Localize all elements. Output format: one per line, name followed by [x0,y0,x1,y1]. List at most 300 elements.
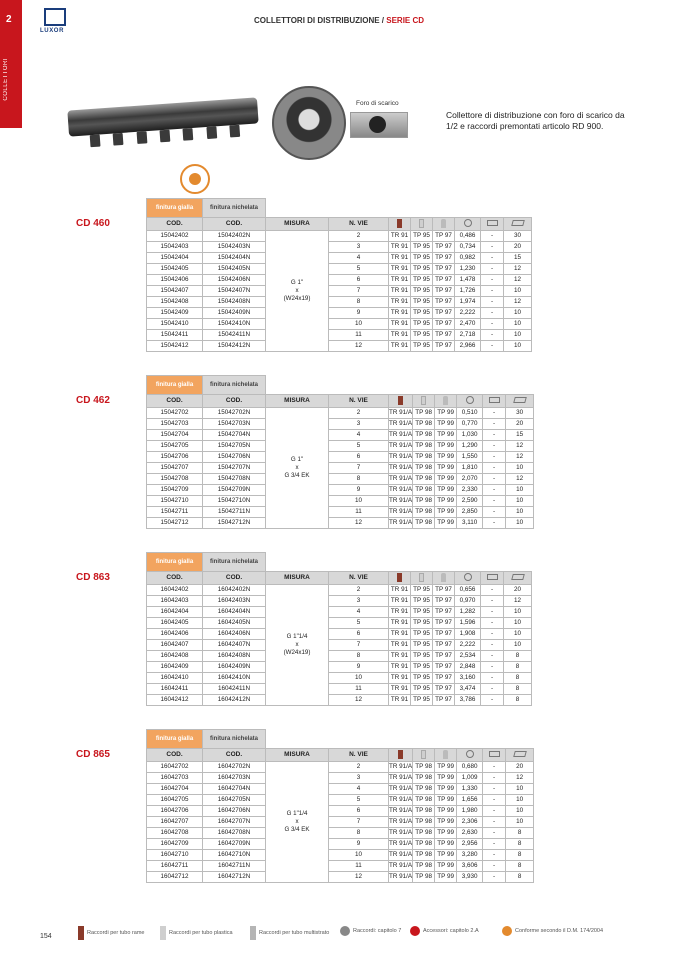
col-header-nvie: N. VIE [329,749,389,762]
box-icon [511,220,525,226]
plastic-fitting-icon [421,750,426,759]
misura-line: (W24x19) [283,295,311,302]
table-cell: 8 [506,850,534,861]
table-cell: 8 [329,828,389,839]
col-header-icon [389,395,413,408]
table-cell: TR 91 [389,341,411,352]
misura-line: G 3/4 EK [284,472,310,479]
table-cell: 7 [329,286,389,297]
table-row [147,773,534,784]
table-cell: 8 [506,872,534,883]
table-cell: - [483,828,506,839]
table-cell: - [481,662,504,673]
table-cell: TP 99 [435,463,457,474]
table-row [147,341,532,352]
table-cell: TR 91/A [389,762,413,773]
table-cell: 15042711N [203,507,266,518]
table-cell: TR 91/A [389,850,413,861]
table-cell: 16042411N [203,684,266,695]
finitura-nichelata-label: finitura nichelata [203,199,266,218]
table-cell: TR 91 [389,640,411,651]
box-icon [513,751,527,757]
table-cell: 16042411 [147,684,203,695]
table-cell: 20 [504,585,532,596]
table-cell: TP 99 [435,773,457,784]
table-cell: 1,908 [455,629,481,640]
col-header-cod-gialla: COD. [147,572,203,585]
table-cell: 10 [504,330,532,341]
table-cell: - [481,330,504,341]
table-cell: TR 91 [389,297,411,308]
col-header-nvie: N. VIE [329,572,389,585]
table-cell: 2 [329,408,389,419]
table-cell: TR 91/A [389,474,413,485]
table-cell: 8 [504,684,532,695]
table-cell: TP 99 [435,518,457,529]
table-cell: TP 99 [435,861,457,872]
legend-swatch-icon [160,926,166,940]
table-cell: TR 91/A [389,839,413,850]
table-cell: 16042405 [147,618,203,629]
table-row [147,651,532,662]
table-cell: TR 91 [389,618,411,629]
table-cell: 15042702 [147,408,203,419]
table-cell: - [481,319,504,330]
table-cell: 2,534 [455,651,481,662]
col-header-misura: MISURA [266,218,329,231]
table-cell: 6 [329,452,389,463]
col-header-icon [435,395,457,408]
table-cell: 3 [329,242,389,253]
col-header-icon [413,395,435,408]
table-cell: 1,550 [457,452,483,463]
table-row [147,264,532,275]
finitura-gialla-label: finitura gialla [147,730,203,749]
table-cell: 12 [504,297,532,308]
table-cell: 1,656 [457,795,483,806]
legend-label: Raccordi per tubo multistrato [259,930,330,936]
table-cell: 8 [504,662,532,673]
table-cell: 15042407 [147,286,203,297]
table-cell: 16042707N [203,817,266,828]
legend-label: Raccordi per tubo rame [87,930,145,936]
table-cell: 2 [329,231,389,242]
table-cell: 12 [504,596,532,607]
table-cell: - [481,341,504,352]
table-cell: 2,966 [455,341,481,352]
table-cell: TP 98 [413,419,435,430]
table-row [147,861,534,872]
table-cell: 15042406 [147,275,203,286]
table-cell: TP 95 [411,596,433,607]
table-cell: 16042704N [203,784,266,795]
table-cell: TP 97 [433,319,455,330]
table-cell: TP 99 [435,485,457,496]
table-cell: 16042709 [147,839,203,850]
table-cell: 10 [506,496,534,507]
table-cell: TR 91/A [389,773,413,784]
table-cell: TR 91/A [389,507,413,518]
table-cell: 2 [329,762,389,773]
table-cell: TP 95 [411,662,433,673]
table-cell: 8 [506,828,534,839]
col-header-icon [389,572,411,585]
table-row [147,308,532,319]
table-cell: 0,982 [455,253,481,264]
table-cell: - [483,861,506,872]
table-row [147,839,534,850]
col-header-icon [411,218,433,231]
col-header-cod-gialla: COD. [147,749,203,762]
brand-name: LUXOR [40,28,64,34]
table-cell: TR 91 [389,253,411,264]
table-cell: 6 [329,806,389,817]
table-cell: TR 91/A [389,441,413,452]
table-cell: TP 98 [413,872,435,883]
table-cell: 5 [329,441,389,452]
table-cell: TP 97 [433,618,455,629]
table-cell: - [481,286,504,297]
pack-icon [489,397,500,403]
table-cell: 15042410N [203,319,266,330]
table-cell: 15042709 [147,485,203,496]
pack-icon [487,220,498,226]
col-header-icon [455,572,481,585]
table-row [147,242,532,253]
table-cell: TP 95 [411,629,433,640]
table-cell: - [481,275,504,286]
table-cell: TR 91 [389,275,411,286]
table-cell: - [483,817,506,828]
table-cell: TP 99 [435,850,457,861]
table-cell: 2,306 [457,817,483,828]
table-cell: 16042704 [147,784,203,795]
table-cell: 20 [506,762,534,773]
table-cell: - [483,430,506,441]
table-cell: 4 [329,430,389,441]
table-cell: 8 [506,861,534,872]
table-cell: - [483,762,506,773]
table-cell: TP 95 [411,297,433,308]
foro-label: Foro di scarico [356,100,399,107]
table-cell: 1,980 [457,806,483,817]
table-cell: TR 91 [389,684,411,695]
table-cell: 15042402 [147,231,203,242]
table-cell: TR 91 [389,607,411,618]
table-cell: 2 [329,585,389,596]
table-cell: 15042709N [203,485,266,496]
table-cell: 16042409 [147,662,203,673]
table-cell: - [481,607,504,618]
table-cell: 12 [329,518,389,529]
multilayer-fitting-icon [443,396,448,405]
table-cell: 20 [504,242,532,253]
table-cell: TP 97 [433,662,455,673]
table-cell: TP 98 [413,463,435,474]
table-row [147,817,534,828]
table-cell: - [481,629,504,640]
table-cell: 1,478 [455,275,481,286]
misura-cell [266,231,329,352]
table-cell: 3,786 [455,695,481,706]
table-cell: 10 [506,784,534,795]
table-cell: TP 95 [411,275,433,286]
table-row [147,662,532,673]
table-cell: 15042412N [203,341,266,352]
col-header-icon [481,572,504,585]
table-cell: TR 91 [389,319,411,330]
table-row [147,507,534,518]
table-cell: 16042407 [147,640,203,651]
table-cell: TP 98 [413,861,435,872]
legend-item [250,926,329,940]
table-cell: TP 99 [435,806,457,817]
legend-label: Raccordi per tubo plastica [169,930,233,936]
table-cell: 15042411 [147,330,203,341]
misura-line: x [295,464,299,471]
table-row [147,231,532,242]
table-cell: 15042412 [147,341,203,352]
table-cell: TP 97 [433,231,455,242]
table-cell: 6 [329,629,389,640]
page-footer [0,918,678,948]
table-cell: 8 [504,651,532,662]
table-cell: TP 98 [413,762,435,773]
table-cell: - [481,297,504,308]
table-cell: 16042409N [203,662,266,673]
legend-swatch-icon [502,926,512,936]
table-row [147,828,534,839]
table-cell: - [483,507,506,518]
table-cell: TP 97 [433,330,455,341]
table-cell: 16042410 [147,673,203,684]
table-cell: TP 99 [435,441,457,452]
table-cell: TP 98 [413,828,435,839]
table-cell: 2,956 [457,839,483,850]
table-cell: - [481,673,504,684]
table-cell: TP 95 [411,618,433,629]
table-cell: TP 99 [435,452,457,463]
table-row [147,795,534,806]
table-row [147,673,532,684]
table-cell: 8 [504,695,532,706]
table-cell: TP 95 [411,286,433,297]
table-cell: 8 [329,651,389,662]
table-cell: - [483,463,506,474]
table-cell: TR 91/A [389,408,413,419]
table-cell: 10 [504,341,532,352]
table-cell: TP 99 [435,419,457,430]
col-header-misura: MISURA [266,572,329,585]
table-cell: 15 [506,430,534,441]
table-cell: 10 [506,485,534,496]
table-cell: 15042706 [147,452,203,463]
table-cell: 16042710N [203,850,266,861]
table-cell: 1,009 [457,773,483,784]
table-cell: 16042412N [203,695,266,706]
table-cell: - [483,496,506,507]
table-cell: 15042705 [147,441,203,452]
table-cell: 15042707N [203,463,266,474]
table-cell: 16042711N [203,861,266,872]
table-cell: TR 91 [389,695,411,706]
table-row [147,640,532,651]
copper-fitting-icon [398,396,403,405]
plastic-fitting-icon [419,219,424,228]
weight-icon [464,573,472,581]
table-cell: TP 99 [435,872,457,883]
table-cell: TP 98 [413,452,435,463]
col-header-cod-nichelata: COD. [203,395,266,408]
table-cell: 30 [504,231,532,242]
table-cell: - [481,253,504,264]
table-cell: TP 95 [411,319,433,330]
table-cell: 10 [506,795,534,806]
table-cell: 16042709N [203,839,266,850]
table-cell: TP 99 [435,828,457,839]
legend-swatch-icon [250,926,256,940]
section-code: CD 460 [76,218,110,229]
legend-label: Accessori: capitolo 2.A [423,928,479,934]
table-row [147,618,532,629]
chapter-label: COLLETTORI [3,58,9,101]
table-cell: TP 95 [411,695,433,706]
table-cell: 12 [506,773,534,784]
table-cell: 10 [504,319,532,330]
col-header-cod-nichelata: COD. [203,572,266,585]
table-cell: 9 [329,662,389,673]
table-cell: 15042409 [147,308,203,319]
table-cell: TP 98 [413,441,435,452]
table-cell: 10 [329,319,389,330]
table-cell: - [483,419,506,430]
table-cell: TR 91 [389,264,411,275]
col-header-nvie: N. VIE [329,218,389,231]
table-cell: TR 91/A [389,452,413,463]
table-cell: 12 [504,264,532,275]
page-title-main: COLLETTORI DI DISTRIBUZIONE / [253,16,387,25]
section-code: CD 462 [76,395,110,406]
table-row [147,319,532,330]
table-row [147,430,534,441]
page-number: 154 [40,933,52,940]
table-cell: 3,930 [457,872,483,883]
plastic-fitting-icon [421,396,426,405]
table-row [147,286,532,297]
table-cell: 15042403 [147,242,203,253]
table-cell: 4 [329,607,389,618]
table-cell: 11 [329,507,389,518]
table-cell: 5 [329,618,389,629]
table-cell: 15042708N [203,474,266,485]
table-row [147,762,534,773]
table-cell: TP 99 [435,430,457,441]
table-cell: 12 [329,341,389,352]
misura-line: G 1"1/4 [286,810,308,817]
table-cell: 10 [506,817,534,828]
table-cell: TP 98 [413,408,435,419]
copper-fitting-icon [397,219,402,228]
misura-cell [266,585,329,706]
table-cell: - [483,518,506,529]
table-cell: 15042411N [203,330,266,341]
table-cell: 11 [329,861,389,872]
col-header-icon [455,218,481,231]
table-cell: 1,810 [457,463,483,474]
table-cell: TR 91/A [389,795,413,806]
table-cell: 15042410 [147,319,203,330]
table-cell: - [481,684,504,695]
table-cell: 15 [504,253,532,264]
col-header-icon [506,395,534,408]
table-cell: 30 [506,408,534,419]
col-header-icon [457,749,483,762]
legend-item [502,926,603,936]
table-cell: 16042708N [203,828,266,839]
table-cell: TP 97 [433,253,455,264]
table-cell: 10 [504,629,532,640]
col-header-icon [483,749,506,762]
table-cell: 1,726 [455,286,481,297]
table-cell: 2,718 [455,330,481,341]
table-cell: - [481,585,504,596]
finitura-gialla-label: finitura gialla [147,376,203,395]
legend-item [340,926,401,936]
table-cell: 10 [504,308,532,319]
table-row [147,585,532,596]
col-header-misura: MISURA [266,395,329,408]
table-cell: TR 91 [389,596,411,607]
table-row [147,330,532,341]
table-cell: TP 97 [433,651,455,662]
table-row [147,872,534,883]
table-cell: TP 99 [435,762,457,773]
table-cell: - [481,596,504,607]
product-description: Collettore di distribuzione con foro di scarico da 1/2 e raccordi premontati articolo RD 900. [446,110,625,131]
table-cell: TP 99 [435,496,457,507]
table-cell: 15042406N [203,275,266,286]
table-cell: 15042705N [203,441,266,452]
table-row [147,441,534,452]
table-cell: 15042407N [203,286,266,297]
table-cell: 2,590 [457,496,483,507]
table-cell: TP 99 [435,817,457,828]
table-row [147,806,534,817]
table-cell: 1,030 [457,430,483,441]
table-cell: 7 [329,640,389,651]
table-row [147,408,534,419]
table-cell: 15042712N [203,518,266,529]
table-cell: TP 97 [433,695,455,706]
table-row [147,850,534,861]
table-cell: 3,110 [457,518,483,529]
table-cell: - [483,773,506,784]
table-cell: 9 [329,839,389,850]
table-cell: 0,486 [455,231,481,242]
table-cell: 15042408N [203,297,266,308]
table-row [147,784,534,795]
table-cell: TR 91/A [389,485,413,496]
table-cell: 16042410N [203,673,266,684]
table-cell: TP 98 [413,507,435,518]
table-cell: - [483,872,506,883]
legend-item [160,926,233,940]
table-cell: TR 91/A [389,817,413,828]
table-cell: TP 95 [411,607,433,618]
table-cell: 12 [329,695,389,706]
table-cell: 2,470 [455,319,481,330]
table-cell: 16042707 [147,817,203,828]
